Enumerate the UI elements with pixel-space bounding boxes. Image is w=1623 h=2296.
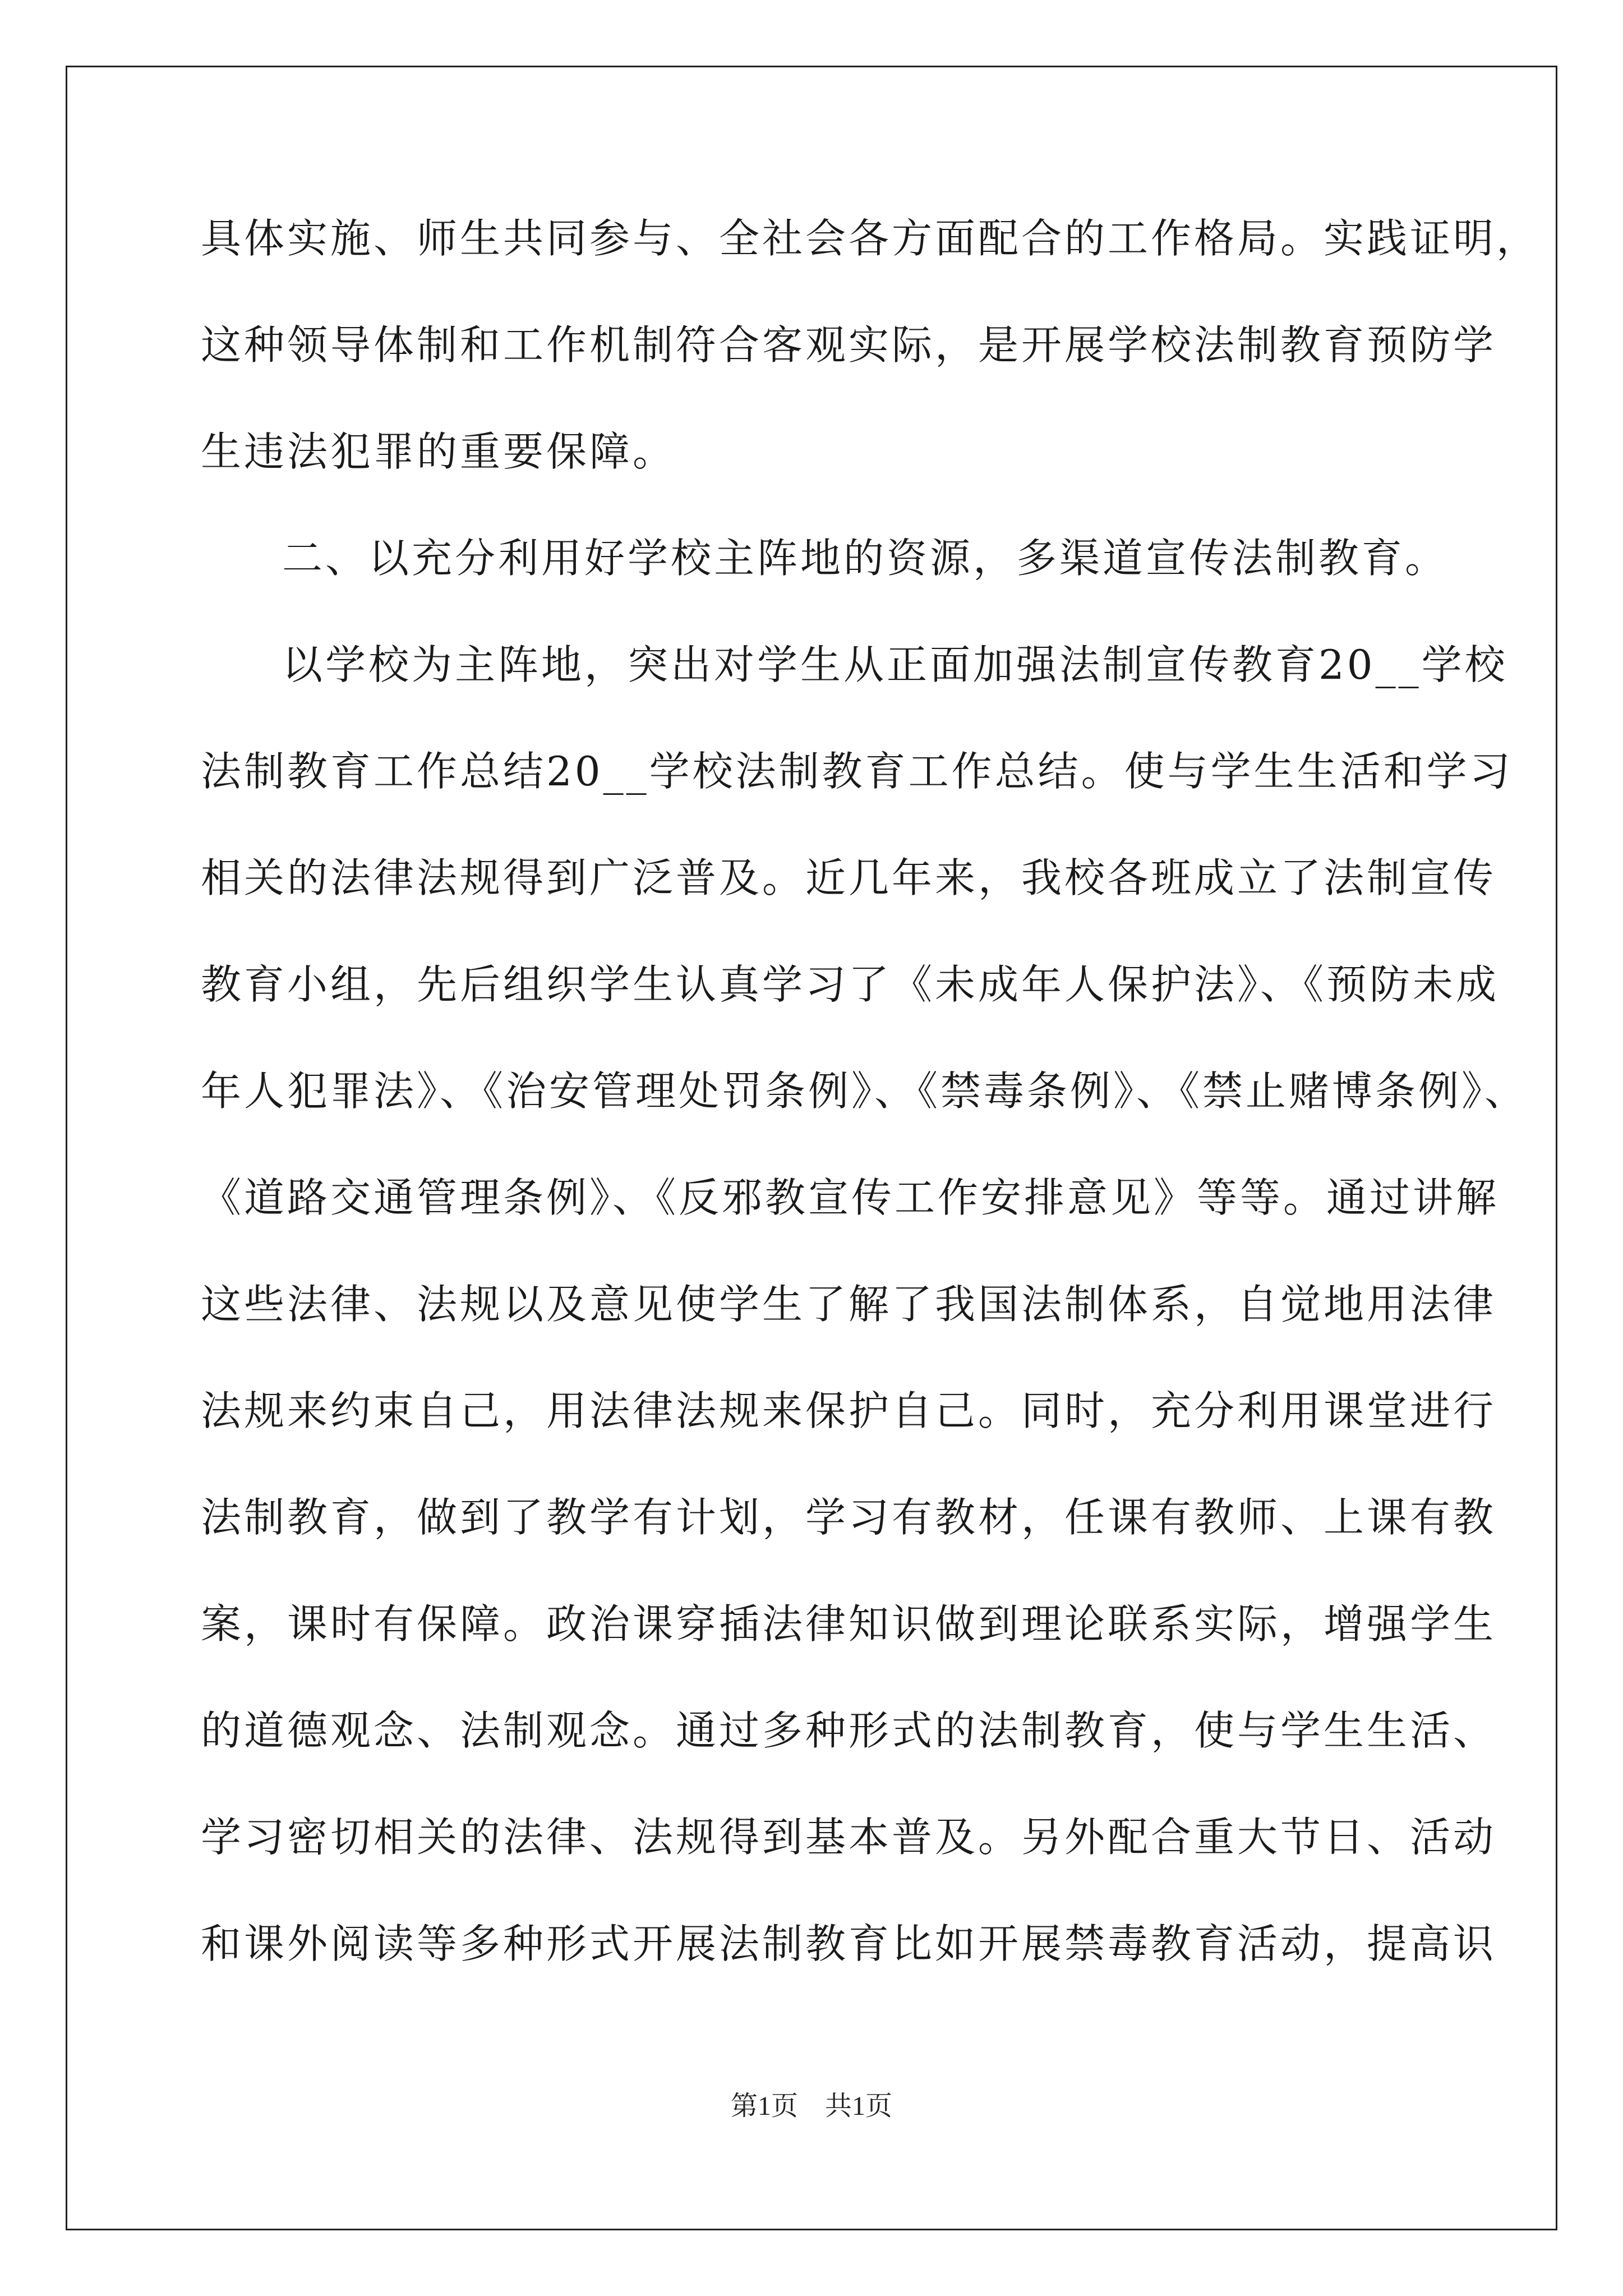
page-total: 共1页: [825, 2091, 893, 2121]
page-footer: [0, 2084, 1623, 2123]
text-line: 年人犯罪法》、《治安管理处罚条例》、《禁毒条例》、《禁止赌博条例》、: [201, 1068, 1528, 1115]
text-line: 《道路交通管理条例》、《反邪教宣传工作安排意见》等等。通过讲解: [201, 1174, 1500, 1221]
text-line: 法制教育工作总结20__学校法制教育工作总结。使与学生生活和学习: [201, 748, 1513, 795]
text-line: 这些法律、法规以及意见使学生了解了我国法制体系，自觉地用法律: [201, 1281, 1497, 1328]
text-line: 以学校为主阵地，突出对学生从正面加强法制宣传教育20__学校: [282, 641, 1508, 688]
text-line: 的道德观念、法制观念。通过多种形式的法制教育，使与学生生活、: [201, 1707, 1497, 1754]
text-line: 相关的法律法规得到广泛普及。近几年来，我校各班成立了法制宣传: [201, 854, 1497, 901]
text-line: 生违法犯罪的重要保障。: [201, 428, 676, 475]
page-number: 第1页: [730, 2091, 798, 2121]
text-line: 法制教育，做到了教学有计划，学习有教材，任课有教师、上课有教: [201, 1494, 1497, 1541]
text-line: 二、以充分利用好学校主阵地的资源，多渠道宣传法制教育。: [282, 535, 1449, 582]
document-body: [201, 202, 1540, 2014]
text-line: 教育小组，先后组织学生认真学习了《未成年人保护法》、《预防未成: [201, 961, 1500, 1008]
text-line: 学习密切相关的法律、法规得到基本普及。另外配合重大节日、活动: [201, 1814, 1497, 1861]
text-line: 这种领导体制和工作机制符合客观实际，是开展学校法制教育预防学: [201, 321, 1497, 369]
text-line: 法规来约束自己，用法律法规来保护自己。同时，充分利用课堂进行: [201, 1387, 1497, 1434]
text-line: 案，课时有保障。政治课穿插法律知识做到理论联系实际，增强学生: [201, 1600, 1497, 1648]
text-line: 具体实施、师生共同参与、全社会各方面配合的工作格局。实践证明，: [201, 215, 1540, 262]
text-line: 和课外阅读等多种形式开展法制教育比如开展禁毒教育活动，提高识: [201, 1920, 1497, 1967]
